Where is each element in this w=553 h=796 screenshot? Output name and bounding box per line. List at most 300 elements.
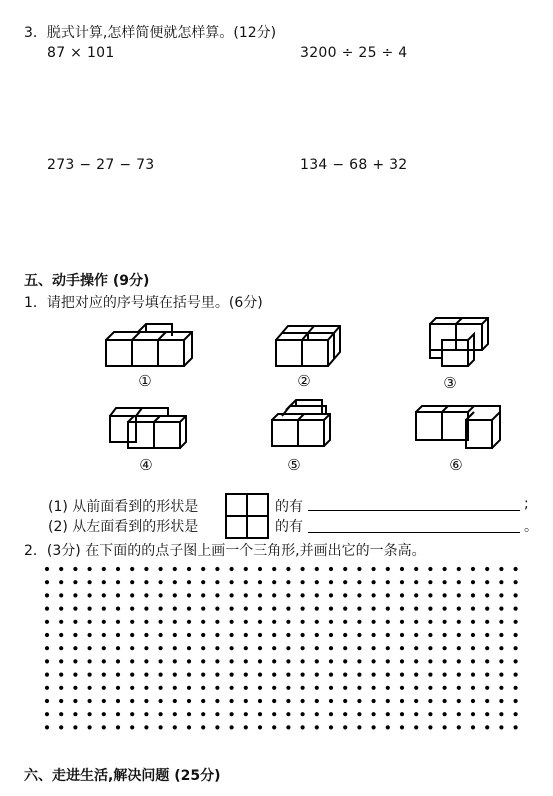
grid-dot: [471, 659, 475, 663]
grid-dot: [443, 633, 447, 637]
grid-dot: [329, 686, 333, 690]
grid-dot: [315, 712, 319, 716]
grid-dot: [386, 725, 390, 729]
grid-dot: [471, 620, 475, 624]
grid-dot: [244, 686, 248, 690]
grid-dot: [400, 633, 404, 637]
grid-dot: [357, 725, 361, 729]
grid-dot: [428, 567, 432, 571]
grid-dot: [414, 580, 418, 584]
grid-dot: [343, 567, 347, 571]
grid-dot: [272, 686, 276, 690]
grid-dot: [173, 673, 177, 677]
grid-dot: [173, 607, 177, 611]
grid-dot: [315, 646, 319, 650]
grid-dot: [315, 593, 319, 597]
grid-dot: [428, 725, 432, 729]
grid-dot: [102, 673, 106, 677]
grid-dot: [272, 620, 276, 624]
grid-dot: [130, 686, 134, 690]
q3-heading: 3．脱式计算,怎样简便就怎样算。(12分): [24, 25, 277, 41]
grid-dot: [329, 712, 333, 716]
grid-dot: [471, 646, 475, 650]
grid-dot: [230, 633, 234, 637]
grid-dot: [159, 593, 163, 597]
dot-grid[interactable]: [44, 566, 528, 746]
grid-dot: [343, 712, 347, 716]
grid-dot: [102, 607, 106, 611]
grid-dot: [230, 593, 234, 597]
grid-dot: [215, 593, 219, 597]
grid-dot: [485, 646, 489, 650]
grid-dot: [372, 620, 376, 624]
grid-dot: [514, 725, 518, 729]
grid-dot: [471, 699, 475, 703]
grid-dot: [230, 567, 234, 571]
grid-dot: [258, 593, 262, 597]
grid-dot: [485, 607, 489, 611]
grid-dot: [201, 659, 205, 663]
grid-dot: [88, 699, 92, 703]
grid-dot: [258, 659, 262, 663]
grid-dot: [215, 659, 219, 663]
grid-dot: [443, 567, 447, 571]
figure-label-5: ⑤: [287, 456, 301, 474]
grid-dot: [187, 659, 191, 663]
grid-dot: [301, 633, 305, 637]
grid-dot: [443, 646, 447, 650]
grid-dot: [357, 580, 361, 584]
grid-dot: [272, 673, 276, 677]
grid-dot: [215, 725, 219, 729]
grid-dot: [414, 646, 418, 650]
grid-dot: [286, 673, 290, 677]
grid-dot: [272, 712, 276, 716]
grid-dot: [386, 659, 390, 663]
grid-dot: [88, 712, 92, 716]
grid-dot: [159, 633, 163, 637]
grid-dot: [272, 659, 276, 663]
calc-item-3: 273 − 27 − 73: [47, 157, 155, 173]
grid-dot: [301, 712, 305, 716]
grid-dot: [286, 686, 290, 690]
grid-dot: [258, 725, 262, 729]
grid-dot: [301, 725, 305, 729]
grid-dot: [357, 620, 361, 624]
grid-dot: [428, 620, 432, 624]
grid-dot: [428, 580, 432, 584]
grid-dot: [357, 567, 361, 571]
grid-dot: [514, 593, 518, 597]
grid-dot: [428, 673, 432, 677]
grid-dot: [59, 593, 63, 597]
grid-dot: [386, 633, 390, 637]
grid-dot: [187, 593, 191, 597]
grid-dot: [173, 620, 177, 624]
grid-dot: [73, 620, 77, 624]
grid-dot: [116, 712, 120, 716]
grid-dot: [187, 580, 191, 584]
grid-dot: [272, 567, 276, 571]
grid-dot: [286, 699, 290, 703]
grid-dot: [144, 686, 148, 690]
grid-dot: [173, 712, 177, 716]
grid-dot: [301, 646, 305, 650]
grid-dot: [414, 725, 418, 729]
grid-dot: [244, 607, 248, 611]
grid-dot: [187, 646, 191, 650]
grid-dot: [301, 607, 305, 611]
grid-dot: [386, 699, 390, 703]
figure-label-2: ②: [297, 372, 311, 390]
grid-dot: [400, 659, 404, 663]
grid-dot: [102, 659, 106, 663]
grid-dot: [73, 607, 77, 611]
grid-dot: [329, 699, 333, 703]
grid-dot: [159, 686, 163, 690]
grid-dot: [499, 580, 503, 584]
grid-dot: [187, 633, 191, 637]
grid-dot: [301, 659, 305, 663]
grid-dot: [301, 620, 305, 624]
grid-dot: [443, 699, 447, 703]
grid-dot: [201, 567, 205, 571]
grid-dot: [159, 673, 163, 677]
figure-label-3: ③: [443, 374, 457, 392]
grid-dot: [514, 659, 518, 663]
grid-dot: [514, 646, 518, 650]
grid-dot: [45, 607, 49, 611]
grid-dot: [88, 646, 92, 650]
grid-dot: [315, 699, 319, 703]
grid-dot: [372, 659, 376, 663]
grid-dot: [59, 567, 63, 571]
grid-dot: [386, 620, 390, 624]
grid-dot: [215, 646, 219, 650]
grid-dot: [144, 699, 148, 703]
grid-dot: [457, 712, 461, 716]
grid-dot: [301, 593, 305, 597]
grid-dot: [499, 725, 503, 729]
grid-dot: [187, 712, 191, 716]
grid-dot: [130, 699, 134, 703]
grid-dot: [414, 659, 418, 663]
grid-dot: [244, 725, 248, 729]
grid-dot: [159, 725, 163, 729]
grid-dot: [59, 633, 63, 637]
cube-figure-4: [104, 404, 194, 456]
grid-dot: [130, 633, 134, 637]
grid-dot: [244, 712, 248, 716]
grid-dot: [88, 593, 92, 597]
grid-dot: [514, 607, 518, 611]
grid-dot: [443, 580, 447, 584]
grid-dot: [329, 633, 333, 637]
grid-dot: [386, 567, 390, 571]
grid-dot: [215, 699, 219, 703]
grid-dot: [215, 712, 219, 716]
grid-dot: [329, 646, 333, 650]
q5-2-text: 2．(3分) 在下面的的点子图上画一个三角形,并画出它的一条高。: [24, 543, 426, 559]
grid-dot: [485, 712, 489, 716]
figure-label-1: ①: [138, 372, 152, 390]
grid-dot: [372, 646, 376, 650]
grid-dot: [499, 646, 503, 650]
grid-dot: [457, 673, 461, 677]
grid-dot: [329, 725, 333, 729]
grid-dot: [414, 633, 418, 637]
grid-dot: [215, 580, 219, 584]
grid-dot: [428, 686, 432, 690]
grid-dot: [428, 646, 432, 650]
grid-dot: [372, 712, 376, 716]
grid-dot: [400, 699, 404, 703]
grid-dot: [485, 567, 489, 571]
grid-dot: [286, 712, 290, 716]
cube-figure-5: [268, 396, 338, 456]
grid-dot: [59, 699, 63, 703]
grid-dot: [514, 620, 518, 624]
grid-dot: [428, 593, 432, 597]
grid-dot: [130, 607, 134, 611]
grid-dot: [315, 633, 319, 637]
grid-dot: [73, 593, 77, 597]
grid-dot: [45, 567, 49, 571]
grid-dot: [173, 646, 177, 650]
grid-dot: [457, 620, 461, 624]
grid-dot: [102, 567, 106, 571]
grid-dot: [144, 607, 148, 611]
grid-dot: [514, 712, 518, 716]
grid-dot: [357, 699, 361, 703]
grid-dot: [357, 593, 361, 597]
grid-dot: [45, 646, 49, 650]
grid-dot: [173, 593, 177, 597]
cube-figure-2: [272, 320, 352, 372]
grid-dot: [73, 580, 77, 584]
grid-dot: [428, 712, 432, 716]
answer-line-1-prefix: (1) 从前面看到的形状是: [48, 499, 199, 515]
grid-dot: [372, 567, 376, 571]
grid-dot: [258, 673, 262, 677]
grid-dot: [343, 659, 347, 663]
grid-dot: [244, 633, 248, 637]
grid-dot: [499, 712, 503, 716]
grid-dot: [400, 607, 404, 611]
grid-dot: [286, 567, 290, 571]
grid-dot: [59, 659, 63, 663]
grid-dot: [471, 673, 475, 677]
grid-dot: [173, 580, 177, 584]
grid-dot: [329, 659, 333, 663]
grid-dot: [329, 593, 333, 597]
grid-dot: [414, 673, 418, 677]
grid-dot: [244, 580, 248, 584]
grid-dot: [471, 567, 475, 571]
grid-dot: [372, 673, 376, 677]
grid-dot: [499, 659, 503, 663]
grid-dot: [400, 712, 404, 716]
calc-item-1: 87 × 101: [47, 45, 115, 61]
grid-dot: [315, 725, 319, 729]
grid-dot: [386, 593, 390, 597]
grid-dot: [343, 593, 347, 597]
grid-dot: [272, 633, 276, 637]
grid-dot: [59, 686, 63, 690]
grid-dot: [230, 646, 234, 650]
grid-dot: [102, 633, 106, 637]
grid-dot: [457, 725, 461, 729]
grid-dot: [386, 686, 390, 690]
grid-dot: [400, 620, 404, 624]
grid-dot: [88, 725, 92, 729]
grid-dot: [485, 673, 489, 677]
grid-dot: [329, 620, 333, 624]
grid-dot: [187, 607, 191, 611]
grid-dot: [73, 699, 77, 703]
cube-figure-3: [424, 314, 504, 374]
grid-dot: [471, 686, 475, 690]
grid-dot: [485, 725, 489, 729]
grid-dot: [45, 673, 49, 677]
grid-dot: [414, 699, 418, 703]
grid-dot: [173, 567, 177, 571]
grid-dot: [386, 646, 390, 650]
front-view-shape: [225, 493, 269, 517]
grid-dot: [485, 699, 489, 703]
grid-dot: [159, 659, 163, 663]
grid-dot: [400, 580, 404, 584]
grid-dot: [102, 646, 106, 650]
grid-dot: [428, 659, 432, 663]
grid-dot: [414, 686, 418, 690]
grid-dot: [230, 620, 234, 624]
grid-dot: [116, 607, 120, 611]
grid-dot: [386, 580, 390, 584]
grid-dot: [244, 593, 248, 597]
grid-dot: [116, 659, 120, 663]
grid-dot: [230, 686, 234, 690]
grid-dot: [102, 580, 106, 584]
cube-figure-6: [410, 400, 510, 456]
grid-dot: [357, 607, 361, 611]
grid-dot: [443, 712, 447, 716]
figure-label-6: ⑥: [449, 456, 463, 474]
grid-dot: [116, 686, 120, 690]
grid-dot: [457, 699, 461, 703]
grid-dot: [457, 633, 461, 637]
grid-dot: [45, 725, 49, 729]
answer-blank-1[interactable]: [308, 510, 520, 511]
grid-dot: [230, 659, 234, 663]
grid-dot: [88, 633, 92, 637]
grid-dot: [116, 646, 120, 650]
grid-dot: [372, 725, 376, 729]
grid-dot: [443, 673, 447, 677]
grid-dot: [372, 699, 376, 703]
grid-dot: [187, 673, 191, 677]
grid-dot: [159, 580, 163, 584]
grid-dot: [73, 646, 77, 650]
grid-dot: [187, 686, 191, 690]
grid-dot: [144, 673, 148, 677]
grid-dot: [116, 725, 120, 729]
grid-dot: [45, 686, 49, 690]
grid-dot: [88, 620, 92, 624]
grid-dot: [357, 633, 361, 637]
grid-dot: [116, 593, 120, 597]
grid-dot: [244, 567, 248, 571]
grid-dot: [102, 725, 106, 729]
section5-heading: 五、动手操作 (9分): [24, 273, 150, 289]
grid-dot: [73, 725, 77, 729]
grid-dot: [315, 673, 319, 677]
grid-dot: [244, 620, 248, 624]
grid-dot: [102, 712, 106, 716]
grid-dot: [230, 673, 234, 677]
grid-dot: [372, 593, 376, 597]
answer-blank-2[interactable]: [308, 532, 520, 533]
grid-dot: [230, 580, 234, 584]
grid-dot: [258, 567, 262, 571]
grid-dot: [144, 620, 148, 624]
grid-dot: [343, 686, 347, 690]
grid-dot: [173, 725, 177, 729]
grid-dot: [201, 725, 205, 729]
grid-dot: [144, 712, 148, 716]
grid-dot: [244, 673, 248, 677]
grid-dot: [201, 673, 205, 677]
grid-dot: [201, 646, 205, 650]
grid-dot: [471, 607, 475, 611]
grid-dot: [116, 620, 120, 624]
grid-dot: [329, 567, 333, 571]
grid-dot: [414, 593, 418, 597]
grid-dot: [59, 725, 63, 729]
grid-dot: [45, 593, 49, 597]
grid-dot: [400, 567, 404, 571]
grid-dot: [357, 712, 361, 716]
grid-dot: [73, 659, 77, 663]
grid-dot: [499, 673, 503, 677]
grid-dot: [230, 725, 234, 729]
grid-dot: [514, 673, 518, 677]
grid-dot: [88, 607, 92, 611]
grid-dot: [45, 580, 49, 584]
grid-dot: [258, 633, 262, 637]
grid-dot: [45, 712, 49, 716]
grid-dot: [244, 699, 248, 703]
grid-dot: [286, 593, 290, 597]
grid-dot: [88, 567, 92, 571]
answer-line-2-suffix: 的有: [275, 519, 303, 535]
grid-dot: [372, 607, 376, 611]
grid-dot: [400, 646, 404, 650]
grid-dot: [357, 686, 361, 690]
grid-dot: [272, 646, 276, 650]
grid-dot: [130, 725, 134, 729]
grid-dot: [499, 699, 503, 703]
grid-dot: [258, 607, 262, 611]
grid-dot: [315, 580, 319, 584]
grid-dot: [315, 686, 319, 690]
grid-dot: [144, 725, 148, 729]
grid-dot: [386, 607, 390, 611]
grid-dot: [88, 580, 92, 584]
grid-dot: [457, 607, 461, 611]
calc-item-2: 3200 ÷ 25 ÷ 4: [300, 45, 408, 61]
grid-dot: [215, 686, 219, 690]
